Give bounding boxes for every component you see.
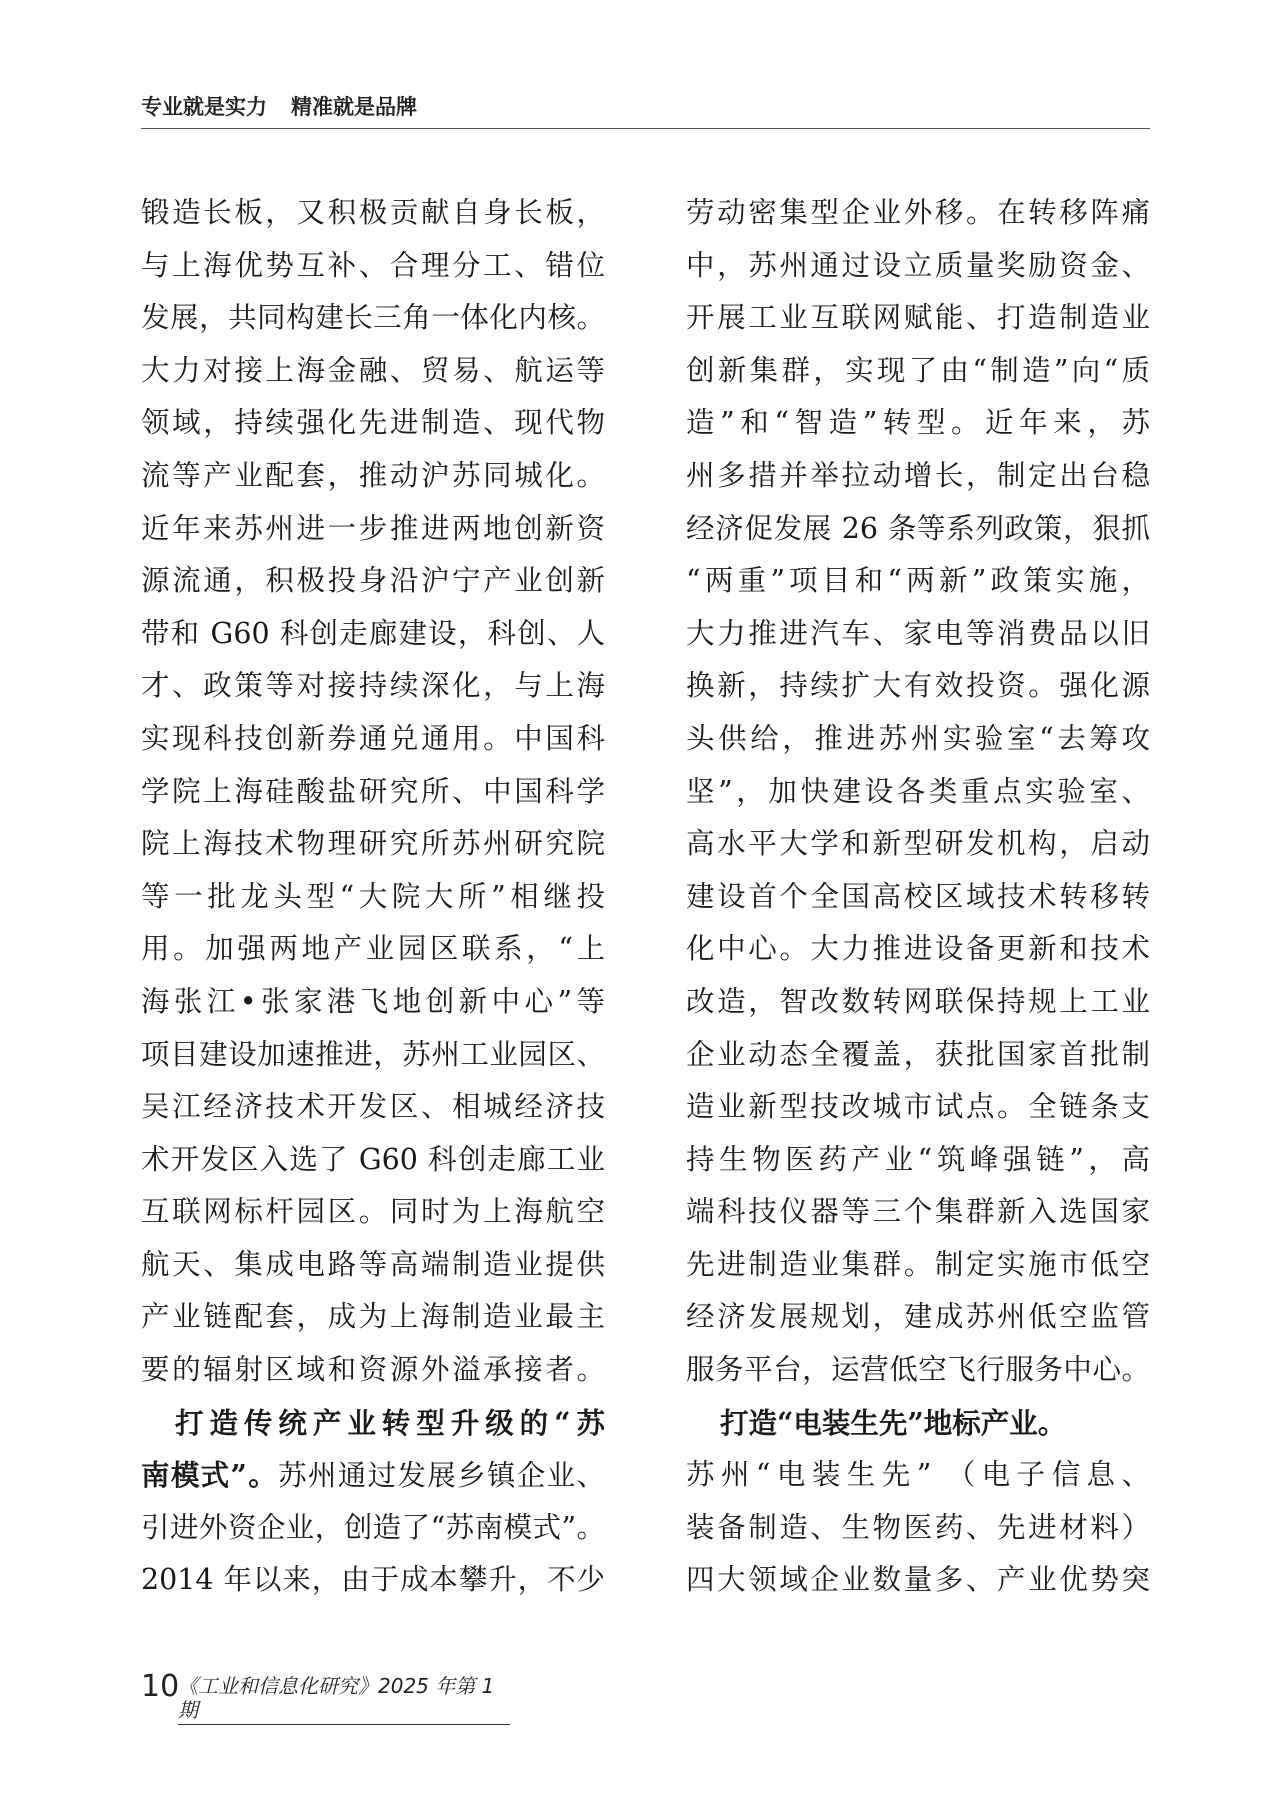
text-line: 造业新型技改城市试点。全链条支 — [686, 1090, 1150, 1124]
running-header — [141, 93, 417, 121]
text-line: 海张江•张家港飞地创新中心”等 — [141, 984, 605, 1018]
text-line: 州多措并举拉动增长，制定出台稳 — [686, 458, 1150, 492]
text-line: 引进外资企业，创造了“苏南模式”。 — [141, 1510, 605, 1544]
text-line: 经济促发展 26 条等系列政策，狠抓 — [686, 511, 1150, 545]
text-line: 服务平台，运营低空飞行服务中心。 — [686, 1353, 1150, 1387]
text-line: 近年来苏州进一步推进两地创新资 — [141, 511, 605, 545]
text-line: 大力对接上海金融、贸易、航运等 — [141, 353, 605, 387]
text-line: 等一批龙头型“大院大所”相继投 — [141, 879, 605, 913]
publication-title: 《工业和信息化研究》2025 年第 1 期 — [178, 1674, 510, 1725]
text-line: 产业链配套，成为上海制造业最主 — [141, 1300, 605, 1334]
header-slogan-left: 专业就是实力 — [141, 95, 267, 119]
text-line: 实现科技创新券通兑通用。中国科 — [141, 721, 605, 755]
text-line: 才、政策等对接持续深化，与上海 — [141, 669, 605, 703]
text-line: 经济发展规划，建成苏州低空监管 — [686, 1300, 1150, 1334]
text-line: 苏州“电装生先” （电子信息、 — [686, 1458, 1150, 1492]
text-line: 大力推进汽车、家电等消费品以旧 — [686, 616, 1150, 650]
left-text-column — [141, 187, 605, 1607]
text-line: 学院上海硅酸盐研究所、中国科学 — [141, 774, 605, 808]
text-line: 术开发区入选了 G60 科创走廊工业 — [141, 1142, 605, 1176]
header-slogan-right: 精准就是品牌 — [291, 95, 417, 119]
text-line: 高水平大学和新型研发机构，启动 — [686, 827, 1150, 861]
section-heading-line — [141, 1397, 605, 1450]
text-line: 院上海技术物理研究所苏州研究院 — [141, 827, 605, 861]
text-line: 先进制造业集群。制定实施市低空 — [686, 1247, 1150, 1281]
text-line: 劳动密集型企业外移。在转移阵痛 — [686, 196, 1150, 229]
header-rule — [141, 128, 1150, 129]
text-line: 坚”，加快建设各类重点实验室、 — [686, 774, 1150, 808]
text-line: 造”和“智造”转型。近年来，苏 — [686, 406, 1150, 440]
text-line: 开展工业互联网赋能、打造制造业 — [686, 301, 1150, 335]
text-line: 带和 G60 科创走廊建设，科创、人 — [141, 616, 605, 650]
text-line: 航天、集成电路等高端制造业提供 — [141, 1247, 605, 1281]
text-line: 吴江经济技术开发区、相城经济技 — [141, 1090, 605, 1124]
page-number: 10 — [141, 1669, 180, 1704]
text-line: 流等产业配套，推动沪苏同城化。 — [141, 458, 605, 492]
text-line — [141, 1449, 605, 1502]
text-line: 中，苏州通过设立质量奖励资金、 — [686, 248, 1150, 282]
text-line: 建设首个全国高校区域技术转移转 — [686, 879, 1150, 913]
text-line: 2014 年以来，由于成本攀升，不少 — [141, 1563, 605, 1597]
text-line: 锻造长板，又积极贡献自身长板， — [141, 196, 605, 229]
text-line: “两重”项目和“两新”政策实施， — [686, 564, 1150, 598]
text-run: 苏州通过发展乡镇企业、 — [278, 1459, 605, 1493]
text-line: 化中心。大力推进设备更新和技术 — [686, 932, 1150, 966]
text-line: 要的辐射区域和资源外溢承接者。 — [141, 1353, 605, 1387]
text-line: 企业动态全覆盖，获批国家首批制 — [686, 1037, 1150, 1071]
text-line: 端科技仪器等三个集群新入选国家 — [686, 1195, 1150, 1229]
text-line: 用。加强两地产业园区联系，“上 — [141, 932, 605, 966]
text-line: 改造，智改数转网联保持规上工业 — [686, 984, 1150, 1018]
text-line: 持生物医药产业“筑峰强链”，高 — [686, 1142, 1150, 1176]
section-heading-line — [686, 1397, 1150, 1450]
text-line: 换新，持续扩大有效投资。强化源 — [686, 669, 1150, 703]
text-line: 与上海优势互补、合理分工、错位 — [141, 248, 605, 282]
text-line: 头供给，推进苏州实验室“去筹攻 — [686, 721, 1150, 755]
text-line: 创新集群，实现了由“制造”向“质 — [686, 353, 1150, 387]
section-heading: 打造“电装生先”地标产业。 — [720, 1405, 1067, 1440]
text-line: 互联网标杆园区。同时为上海航空 — [141, 1195, 605, 1229]
text-line: 项目建设加速推进，苏州工业园区、 — [141, 1037, 605, 1071]
section-heading: 打造传统产业转型升级的“苏 — [175, 1405, 605, 1440]
text-line: 装备制造、生物医药、先进材料） — [686, 1510, 1150, 1544]
right-text-column — [686, 187, 1150, 1607]
section-heading: 南模式”。 — [141, 1458, 279, 1493]
text-line: 四大领域企业数量多、产业优势突 — [686, 1563, 1150, 1597]
text-line: 源流通，积极投身沿沪宁产业创新 — [141, 564, 605, 598]
text-line: 发展，共同构建长三角一体化内核。 — [141, 301, 605, 335]
text-line: 领域，持续强化先进制造、现代物 — [141, 406, 605, 440]
